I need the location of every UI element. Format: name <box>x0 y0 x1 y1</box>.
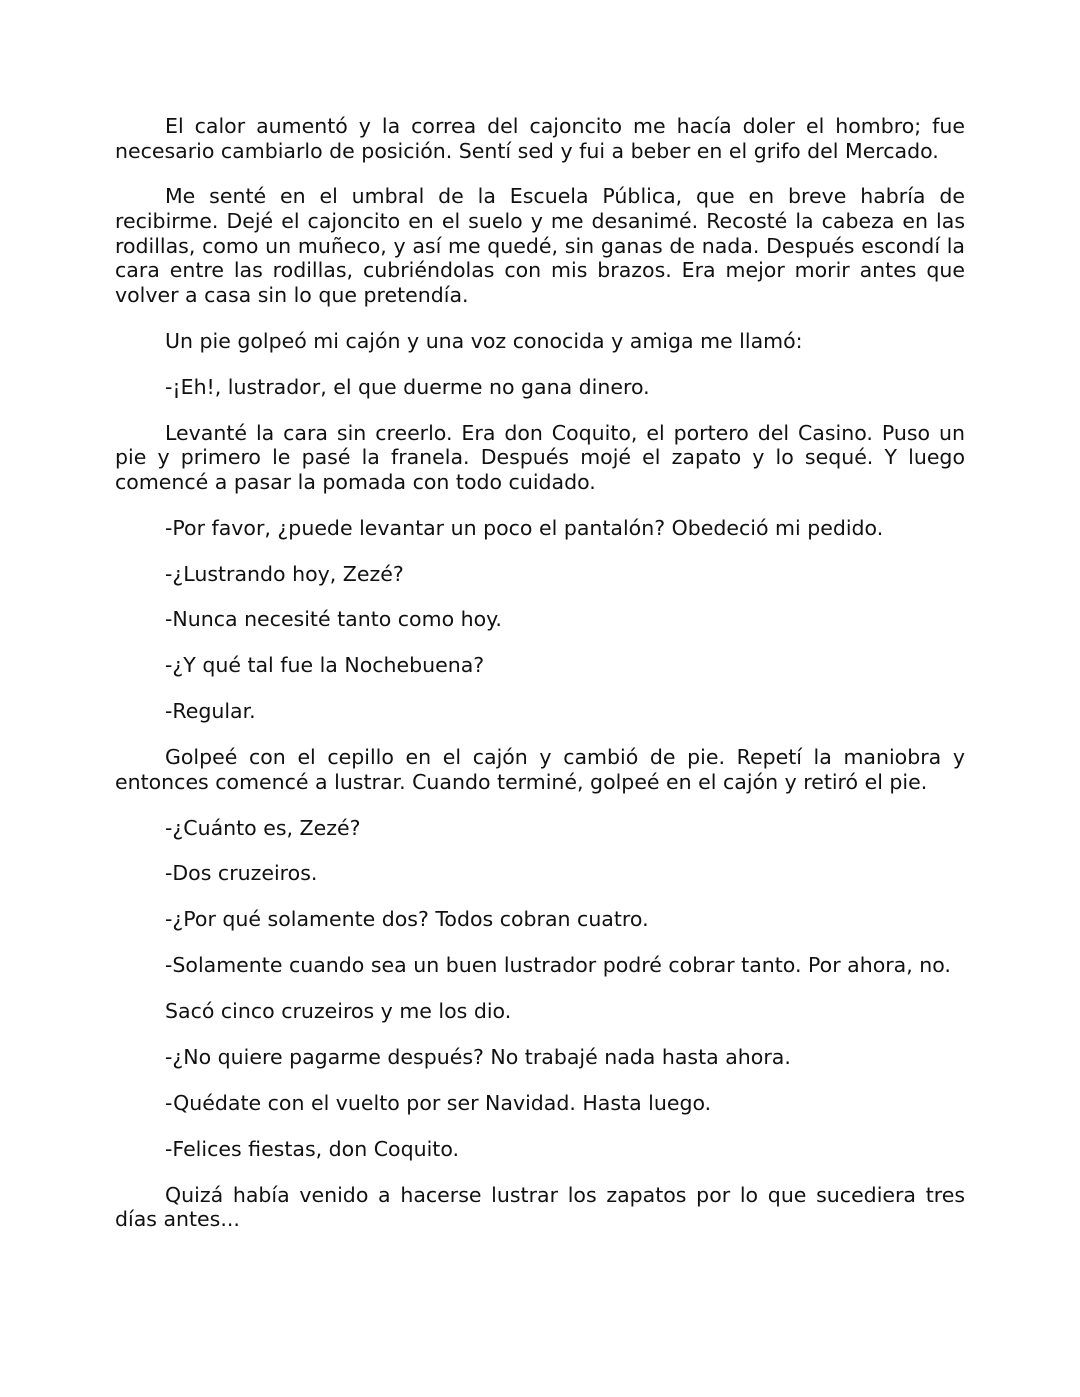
paragraph-4: -¡Eh!, lustrador, el que duerme no gana dinero. <box>165 374 650 399</box>
paragraph-20: Quizá había venido a hacerse lustrar los zapatos por lo que sucediera tres días antes... <box>115 1182 965 1232</box>
paragraph-9: -¿Y qué tal fue la Nochebuena? <box>165 653 485 678</box>
paragraph-19: -Felices fiestas, don Coquito. <box>165 1136 460 1161</box>
paragraph-5: Levanté la cara sin creerlo. Era don Coquito, el portero del Casino. Puso un pie y primero le pasé la franela. Después mojé el zapato y lo sequé. Y luego comencé a pasar la pomada con todo cuidado. <box>115 420 965 494</box>
paragraph-11: Golpeé con el cepillo en el cajón y cambió de pie. Repetí la maniobra y entonces comencé a lustrar. Cuando terminé, golpeé en el cajón y retiró el pie. <box>115 745 965 794</box>
paragraph-16: Sacó cinco cruzeiros y me los dio. <box>165 999 512 1024</box>
paragraph-1: El calor aumentó y la correa del cajoncito me hacía doler el hombro; fue necesario cambiarlo de posición. Sentí sed y fui a beber en el grifo del Mercado. <box>115 114 965 163</box>
paragraph-10: -Regular. <box>165 699 256 724</box>
paragraph-3: Un pie golpeó mi cajón y una voz conocida y amiga me llamó: <box>165 328 803 353</box>
paragraph-7: -¿Lustrando hoy, Zezé? <box>165 561 404 586</box>
paragraph-2: Me senté en el umbral de la Escuela Pública, que en breve habría de recibirme. Dejé el cajoncito en el suelo y me desanimé. Recosté la cabeza en las rodillas, como un muñeco, y así me quedé, sin ganas de nada. Después escondí la cara entre las rodillas, cubriéndolas con mis brazos. Era mejor morir antes que volver a casa sin lo que pretendía. <box>115 184 965 307</box>
paragraph-6: -Por favor, ¿puede levantar un poco el pantalón? Obedeció mi pedido. <box>165 515 884 540</box>
paragraph-14: -¿Por qué solamente dos? Todos cobran cuatro. <box>165 907 649 932</box>
paragraph-13: -Dos cruzeiros. <box>165 861 318 886</box>
paragraph-17: -¿No quiere pagarme después? No trabajé nada hasta ahora. <box>165 1045 791 1069</box>
document-page <box>115 114 965 1253</box>
paragraph-18: -Quédate con el vuelto por ser Navidad. Hasta luego. <box>165 1090 712 1115</box>
paragraph-8: -Nunca necesité tanto como hoy. <box>165 607 502 632</box>
paragraph-15: -Solamente cuando sea un buen lustrador podré cobrar tanto. Por ahora, no. <box>165 953 951 978</box>
paragraph-12: -¿Cuánto es, Zezé? <box>165 815 361 840</box>
